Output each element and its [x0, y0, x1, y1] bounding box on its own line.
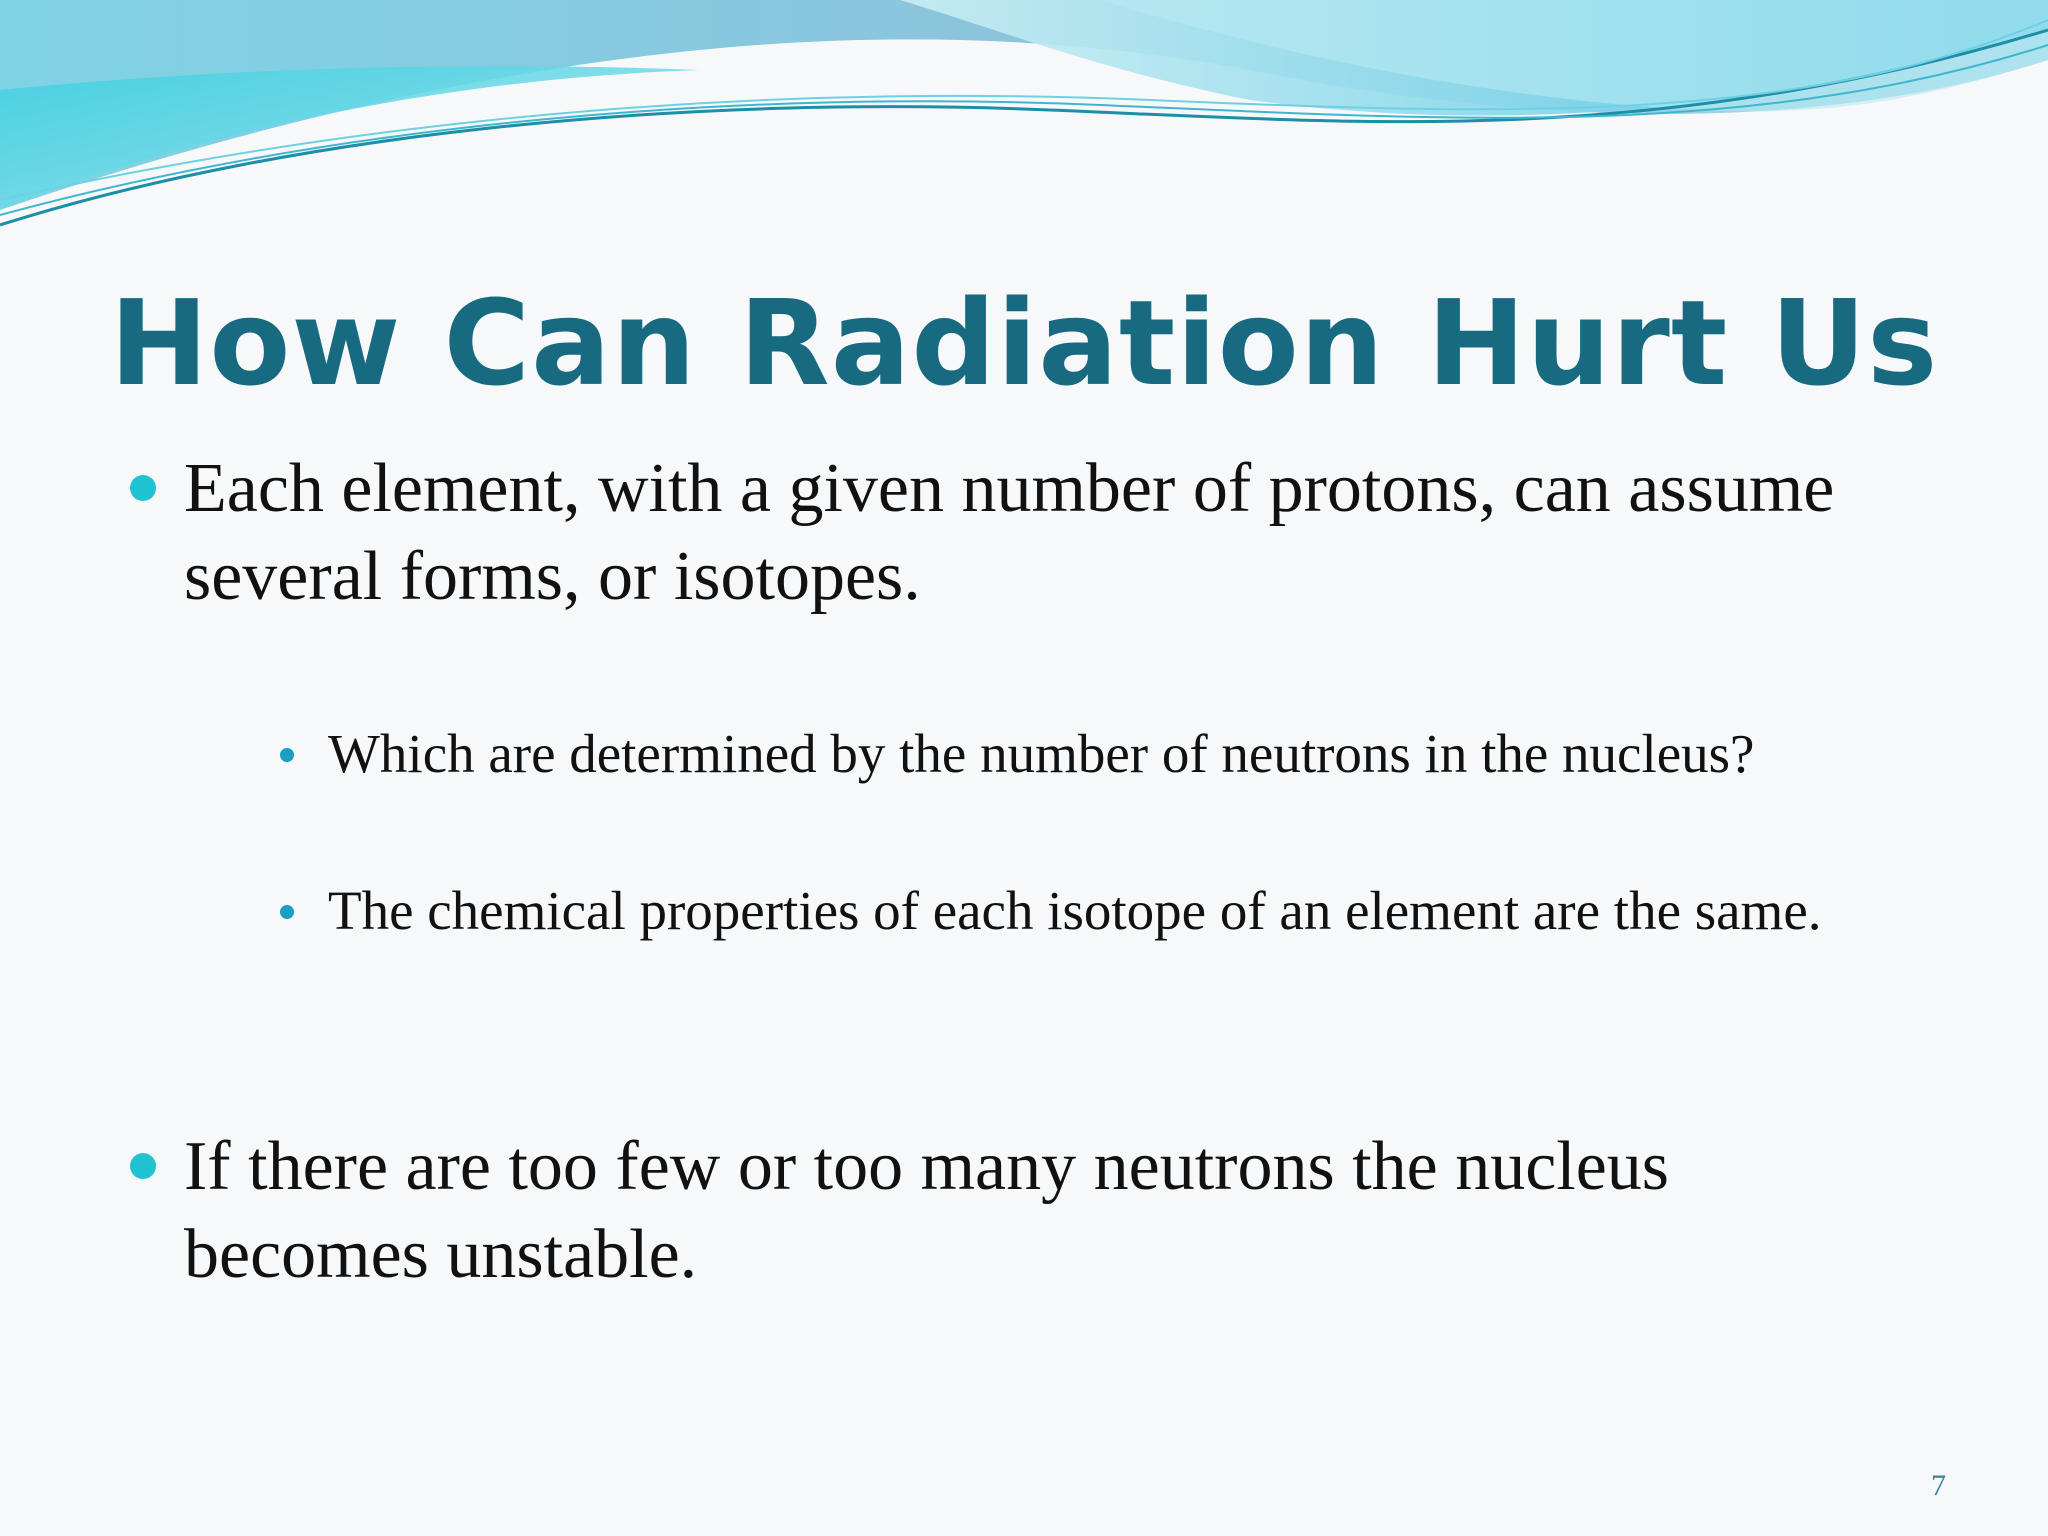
sub-bullet-item: [328, 718, 1928, 790]
wave-header-decoration: [0, 0, 2048, 240]
bullet-item: [184, 1123, 1904, 1299]
sub-bullet-text: The chemical properties of each isotope of an element are the same.: [328, 880, 1822, 941]
sub-bullet-text: Which are determined by the number of neutrons in the nucleus?: [328, 723, 1755, 784]
slide-number: 7: [1931, 1469, 1946, 1502]
bullet-dot-icon: [130, 475, 156, 501]
bullet-text: Each element, with a given number of protons, can assume several forms, or isotopes.: [184, 450, 1835, 615]
sub-bullet-item: [328, 875, 1928, 947]
sub-bullet-dot-icon: [280, 905, 294, 919]
bullet-text: If there are too few or too many neutrons the nucleus becomes unstable.: [184, 1128, 1670, 1293]
bullet-item: [184, 445, 1904, 621]
sub-bullet-dot-icon: [280, 748, 294, 762]
slide-title: How Can Radiation Hurt Us: [109, 274, 1939, 412]
bullet-dot-icon: [130, 1153, 156, 1179]
